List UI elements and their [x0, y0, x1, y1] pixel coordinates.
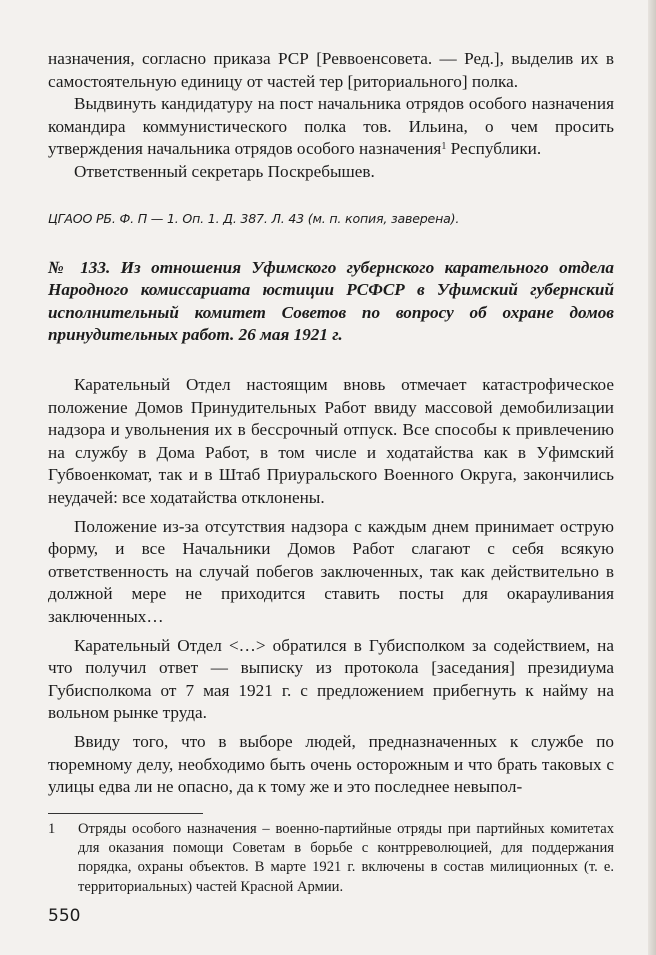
footnote-divider — [48, 813, 203, 814]
body-paragraph-1: Карательный Отдел настоящим вновь отмечает катастрофическое положение Домов Принудительных Работ ввиду массовой демобилизации надзора и увольнения их в бессрочный отпуск. Все способы к привлечению на службу в Дома Работ, в том числе и ходатайства как в Уфимский Губвоенкомат, так и в Штаб Приуральского Военного Округа, закончились неудачей: все ходатайства отклонены. — [48, 375, 614, 507]
signature-line: Ответственный секретарь Поскребышев. — [74, 161, 375, 181]
body-paragraph-3: Карательный Отдел <…> обратился в Губисполком за содействием, на что получил ответ — выписку из протокола [заседания] президиума Губисполкома от 7 мая 1921 г. с предложением прибегнуть к найму на вольном рынке труда. — [48, 635, 614, 723]
top-text-block — [48, 48, 614, 184]
document-body — [48, 374, 614, 805]
candidate-text: Выдвинуть кандидатуру на пост начальника отрядов особого назначения командира коммунистического полка тов. Ильина, о чем просить утверждения начальника отрядов особого назначения — [48, 94, 614, 159]
page-number: 550 — [48, 906, 81, 926]
body-paragraph-4: Ввиду того, что в выборе людей, предназначенных к службе по тюремному делу, необходимо быть очень осторожным и что брать таковых с улицы едва ли не опасно, да к тому же и это последнее невыпол- — [48, 731, 614, 797]
footnote — [48, 820, 614, 897]
archive-reference: ЦГАОО РБ. Ф. П — 1. Оп. 1. Д. 387. Л. 43 (м. п. копия, заверена). — [48, 211, 460, 226]
footnote-number: 1 — [48, 821, 56, 837]
document-heading: № 133. Из отношения Уфимского губернского карательного отдела Народного комиссариата юстиции РСФСР в Уфимский губернский исполнительный комитет Советов по вопросу об охране домов принудительных работ. 26 мая 1921 г. — [48, 258, 614, 345]
paragraph-candidate — [48, 93, 614, 161]
body-paragraph-2: Положение из-за отсутствия надзора с каждым днем принимает острую форму, и все Начальники Домов Работ слагают с себя всякую ответственность на случай побегов заключенных, так как действительно в должной мере не приходится ставить посты для окарауливания заключенных… — [48, 516, 614, 626]
page-edge-shadow — [648, 0, 656, 955]
footnote-text: Отряды особого назначения – военно-партийные отряды при партийных комитетах для оказания помощи Советам в борьбе с контрреволюцией, для поддержания порядка, охраны объектов. В марте 1921 г. включены в состав милиционных (т. е. территориальных) частей Красной Армии. — [78, 821, 614, 895]
footnote-reference: 1 — [441, 141, 447, 153]
candidate-text-end: Республики. — [446, 139, 542, 159]
paragraph-appointment: назначения, согласно приказа РСР [Реввоенсовета. — Ред.], выделив их в самостоятельную единицу от частей тер [риториального] полка. — [48, 49, 614, 91]
